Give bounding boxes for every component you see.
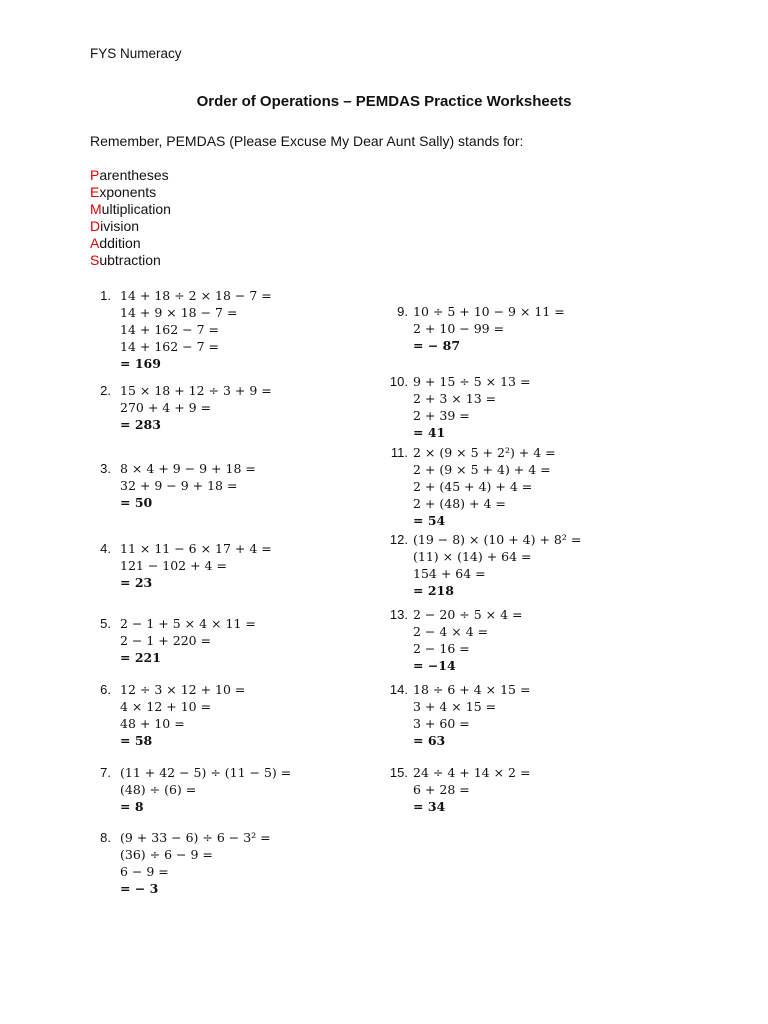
problem-step: 3 + 60 = (413, 716, 470, 731)
problem-number: 12. (389, 532, 408, 547)
problem-number: 1. (100, 288, 111, 303)
pemdas-word: ubtraction (99, 252, 161, 268)
problem-step: (48) ÷ (6) = (120, 782, 197, 797)
pemdas-word: ultiplication (101, 201, 171, 217)
problem-step: 2 − 1 + 220 = (120, 633, 212, 648)
problem-8 (100, 829, 271, 897)
pemdas-word: arentheses (99, 167, 169, 183)
problem-number: 9. (397, 304, 408, 319)
problem-step: (11 + 42 − 5) ÷ (11 − 5) = (120, 765, 292, 780)
problem-step: 2 + (48) + 4 = (413, 496, 506, 511)
problem-answer: = −14 (413, 658, 456, 673)
problem-7 (100, 764, 292, 815)
problem-number: 3. (100, 461, 111, 476)
problem-step: 2 − 16 = (413, 641, 470, 656)
problem-answer: = 58 (120, 733, 153, 748)
pemdas-item-subtraction (90, 252, 171, 269)
problem-step: 2 − 4 × 4 = (413, 624, 489, 639)
pemdas-word: ddition (99, 235, 141, 251)
problem-number: 8. (100, 830, 111, 845)
problem-answer: = 169 (120, 356, 161, 371)
problem-number: 11. (390, 445, 408, 460)
problem-step: 10 ÷ 5 + 10 − 9 × 11 = (413, 304, 565, 319)
problem-step: 2 + (45 + 4) + 4 = (413, 479, 533, 494)
problem-answer: = − 87 (413, 338, 461, 353)
problem-10 (389, 373, 531, 441)
problem-step: 2 + 10 − 99 = (413, 321, 505, 336)
problem-number: 2. (100, 383, 111, 398)
problem-answer: = 41 (413, 425, 446, 440)
problem-answer: = − 3 (120, 881, 159, 896)
problem-number: 7. (100, 765, 111, 780)
pemdas-item-parentheses (90, 167, 171, 184)
pemdas-item-addition (90, 235, 171, 252)
problem-answer: = 218 (413, 583, 454, 598)
problem-step: 2 − 1 + 5 × 4 × 11 = (120, 616, 256, 631)
problem-step: (36) ÷ 6 − 9 = (120, 847, 213, 862)
problem-step: 2 + 3 × 13 = (413, 391, 497, 406)
problem-12 (389, 531, 582, 599)
intro-text: Remember, PEMDAS (Please Excuse My Dear Aunt Sally) stands for: (90, 133, 524, 149)
pemdas-word: xponents (99, 184, 157, 200)
problem-answer: = 50 (120, 495, 153, 510)
problem-number: 15. (389, 765, 408, 780)
problem-step: 48 + 10 = (120, 716, 185, 731)
problem-number: 5. (100, 616, 111, 631)
problem-step: 6 + 28 = (413, 782, 470, 797)
pemdas-list (90, 167, 171, 269)
pemdas-letter: M (90, 201, 102, 217)
problem-step: 2 + 39 = (413, 408, 470, 423)
problem-step: 9 + 15 ÷ 5 × 13 = (413, 374, 531, 389)
problem-step: 12 ÷ 3 × 12 + 10 = (120, 682, 246, 697)
problem-step: 4 × 12 + 10 = (120, 699, 212, 714)
problem-step: 14 + 162 − 7 = (120, 322, 220, 337)
problem-step: (19 − 8) × (10 + 4) + 8² = (413, 532, 582, 547)
problem-step: 270 + 4 + 9 = (120, 400, 212, 415)
problem-2 (100, 382, 272, 433)
problem-4 (100, 540, 272, 591)
problem-number: 13. (389, 607, 408, 622)
problem-14 (389, 681, 531, 749)
problem-answer: = 221 (120, 650, 161, 665)
problem-step: 3 + 4 × 15 = (413, 699, 497, 714)
pemdas-item-multiplication (90, 201, 171, 218)
pemdas-letter: E (90, 184, 100, 200)
problem-answer: = 23 (120, 575, 153, 590)
problem-step: 15 × 18 + 12 ÷ 3 + 9 = (120, 383, 272, 398)
problem-step: 2 − 20 ÷ 5 × 4 = (413, 607, 523, 622)
problem-step: (9 + 33 − 6) ÷ 6 − 3² = (120, 830, 271, 845)
pemdas-item-exponents (90, 184, 171, 201)
problem-3 (100, 460, 256, 511)
pemdas-item-division (90, 218, 171, 235)
problem-step: 14 + 18 ÷ 2 × 18 − 7 = (120, 288, 272, 303)
page-title: Order of Operations – PEMDAS Practice Worksheets (196, 93, 572, 110)
problem-step: 14 + 9 × 18 − 7 = (120, 305, 238, 320)
problem-step: 14 + 162 − 7 = (120, 339, 220, 354)
problem-answer: = 34 (413, 799, 446, 814)
pemdas-letter: S (90, 252, 100, 268)
problem-step: 2 + (9 × 5 + 4) + 4 = (413, 462, 551, 477)
problem-1 (100, 287, 272, 372)
pemdas-word: ivision (100, 218, 140, 234)
problem-number: 10. (389, 374, 408, 389)
problem-6 (100, 681, 246, 749)
problem-step: 8 × 4 + 9 − 9 + 18 = (120, 461, 256, 476)
problem-answer: = 63 (413, 733, 446, 748)
problem-step: 6 − 9 = (120, 864, 169, 879)
problem-step: 121 − 102 + 4 = (120, 558, 227, 573)
problem-number: 4. (100, 541, 111, 556)
problem-11 (390, 444, 556, 529)
problem-step: 11 × 11 − 6 × 17 + 4 = (120, 541, 272, 556)
problem-number: 6. (100, 682, 111, 697)
problem-step: 154 + 64 = (413, 566, 486, 581)
problem-step: (11) × (14) + 64 = (413, 549, 532, 564)
problem-step: 18 ÷ 6 + 4 × 15 = (413, 682, 531, 697)
problem-answer: = 54 (413, 513, 446, 528)
pemdas-letter: D (90, 218, 101, 234)
pemdas-letter: A (90, 235, 100, 251)
problem-15 (389, 764, 531, 815)
problem-9 (397, 303, 565, 354)
problem-step: 24 ÷ 4 + 14 × 2 = (413, 765, 531, 780)
problem-answer: = 8 (120, 799, 144, 814)
problem-step: 2 × (9 × 5 + 2²) + 4 = (413, 445, 556, 460)
document-header: FYS Numeracy (90, 46, 182, 61)
problem-answer: = 283 (120, 417, 161, 432)
problem-13 (389, 606, 523, 674)
pemdas-letter: P (90, 167, 100, 183)
problem-number: 14. (389, 682, 408, 697)
problem-step: 32 + 9 − 9 + 18 = (120, 478, 238, 493)
problem-5 (100, 615, 256, 666)
